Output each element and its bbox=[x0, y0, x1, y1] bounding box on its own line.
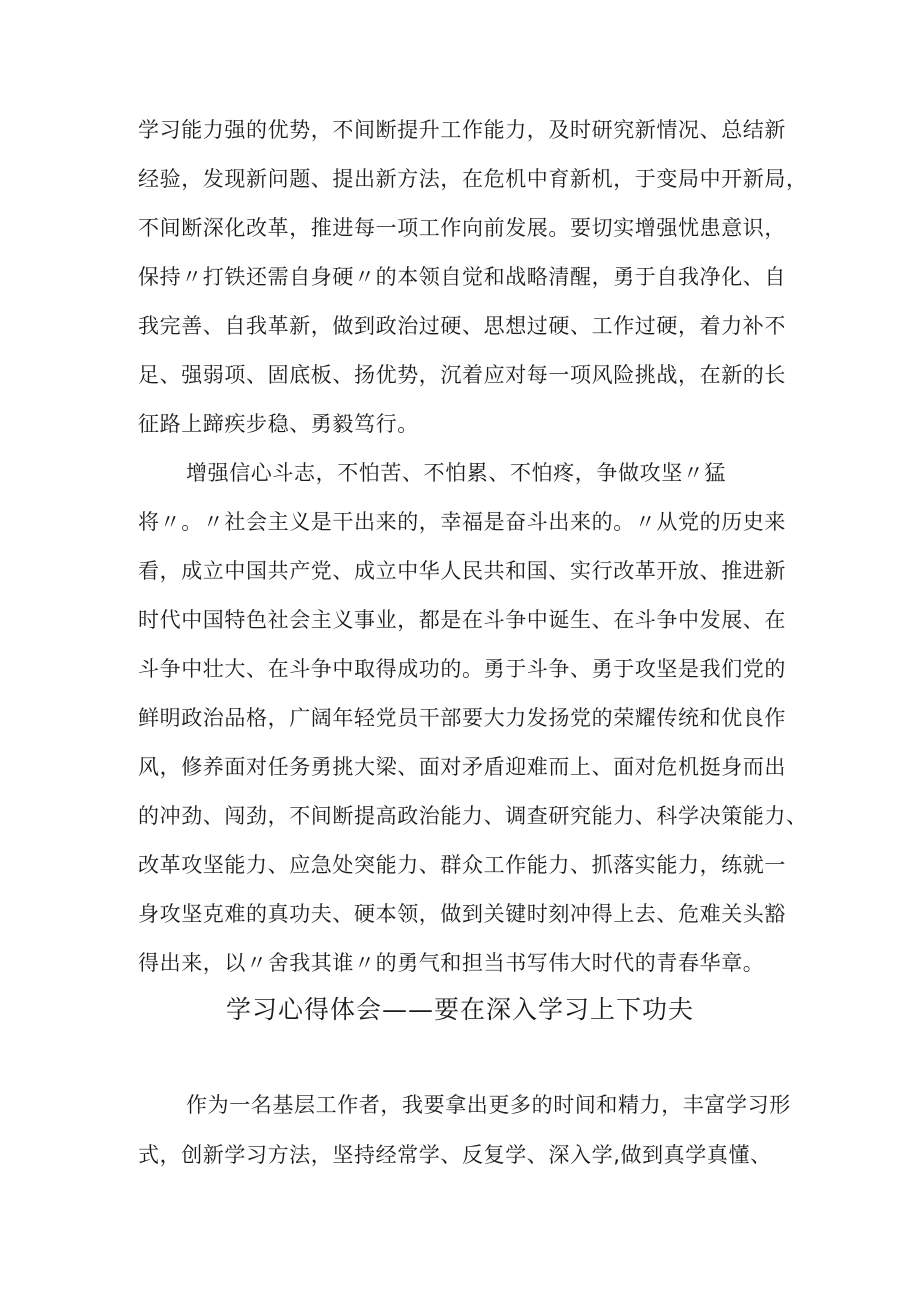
text-line: 斗争中壮大、在斗争中取得成功的。勇于斗争、勇于攻坚是我们党的 bbox=[138, 657, 786, 681]
text-line: 足、强弱项、固底板、扬优势，沉着应对每一项风险挑战，在新的长 bbox=[138, 363, 786, 387]
text-line: 身攻坚克难的真功夫、硬本领，做到关键时刻冲得上去、危难关头豁 bbox=[138, 902, 786, 926]
text-line: 征路上蹄疾步稳、勇毅笃行。 bbox=[138, 412, 419, 436]
text-line: 看，成立中国共产党、成立中华人民共和国、实行改革开放、推进新 bbox=[138, 559, 786, 583]
text-line: 增强信心斗志，不怕苦、不怕累、不怕疼，争做攻坚〃猛 bbox=[186, 461, 726, 485]
text-line: 的冲劲、闯劲，不间断提高政治能力、调查研究能力、科学决策能力、 bbox=[138, 804, 808, 828]
text-line: 保持〃打铁还需自身硬〃的本领自觉和战略清醒，勇于自我净化、自 bbox=[138, 265, 786, 289]
text-line: 将〃。〃社会主义是干出来的，幸福是奋斗出来的。〃从党的历史来 bbox=[138, 510, 786, 534]
text-line: 鲜明政治品格，广阔年轻党员干部要大力发扬党的荣耀传统和优良作 bbox=[138, 706, 786, 730]
text-line: 不间断深化改革，推进每一项工作向前发展。要切实增强忧患意识， bbox=[138, 216, 786, 240]
text-line: 我完善、自我革新，做到政治过硬、思想过硬、工作过硬，着力补不 bbox=[138, 314, 786, 338]
section-title: 学习心得体会——要在深入学习上下功夫 bbox=[225, 995, 694, 1024]
text-line: 式，创新学习方法，坚持经常学、反复学、深入学,做到真学真懂、 bbox=[138, 1143, 772, 1167]
text-line: 时代中国特色社会主义事业，都是在斗争中诞生、在斗争中发展、在 bbox=[138, 608, 786, 632]
text-line: 经验，发现新问题、提出新方法，在危机中育新机，于变局中开新局， bbox=[138, 167, 808, 191]
text-line: 学习能力强的优势，不间断提升工作能力，及时研究新情况、总结新 bbox=[138, 118, 786, 142]
text-line: 改革攻坚能力、应急处突能力、群众工作能力、抓落实能力，练就一 bbox=[138, 853, 786, 877]
text-line: 作为一名基层工作者，我要拿出更多的时间和精力，丰富学习形 bbox=[186, 1093, 791, 1117]
text-line: 风，修养面对任务勇挑大梁、面对矛盾迎难而上、面对危机挺身而出 bbox=[138, 755, 786, 779]
text-line: 得出来，以〃舍我其谁〃的勇气和担当书写伟大时代的青春华章。 bbox=[138, 951, 765, 975]
